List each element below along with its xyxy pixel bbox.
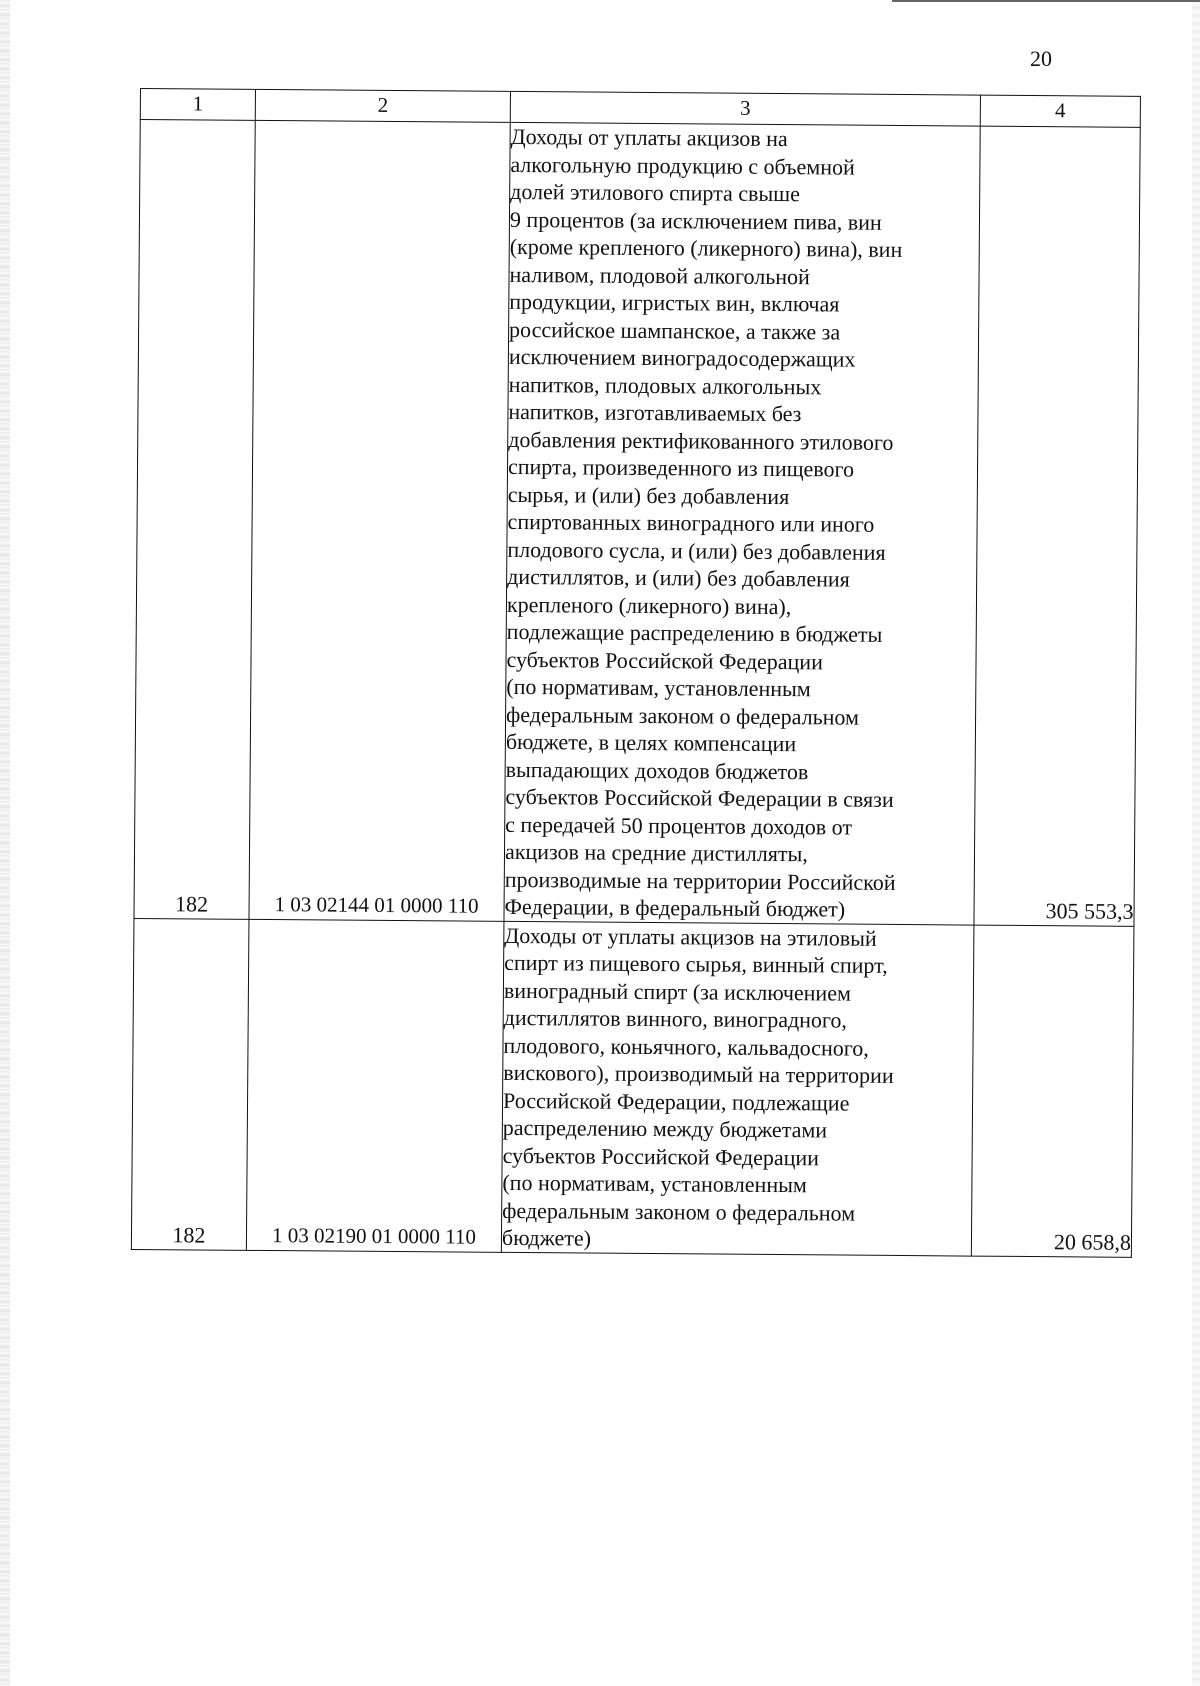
header-col-3: 3 xyxy=(510,91,980,126)
scan-edge-right xyxy=(1192,0,1200,1686)
description-line: субъектов Российской Федерации xyxy=(502,1142,820,1170)
scan-edge-left xyxy=(0,0,10,1686)
admin-code-cell: 182 xyxy=(131,918,249,1250)
description-line: алкогольную продукцию с объемной xyxy=(510,151,855,180)
description-line: российское шампанское, а также за xyxy=(509,316,841,345)
table-row xyxy=(131,918,1134,1257)
description-line: бюджете, в целях компенсации xyxy=(505,728,797,757)
description-line: субъектов Российской Федерации в связи xyxy=(505,783,894,812)
header-col-1: 1 xyxy=(140,89,255,121)
description-line: подлежащие распределению в бюджеты xyxy=(506,618,883,647)
description-line: добавления ректификованного этилового xyxy=(508,426,894,455)
description-line: распределению между бюджетами xyxy=(502,1114,828,1143)
budget-classification-code-cell: 1 03 02144 01 0000 110 xyxy=(249,120,510,920)
table-row xyxy=(134,120,1140,926)
description-line: выпадающих доходов бюджетов xyxy=(505,756,809,784)
description-line: акцизов на средние дистилляты, xyxy=(504,838,808,867)
description-line: виноградный спирт (за исключением xyxy=(503,977,852,1006)
description-line: (по нормативам, установленным xyxy=(506,673,811,702)
description-line: 9 процентов (за исключением пива, вин xyxy=(509,206,882,235)
revenue-table xyxy=(131,88,1141,1257)
revenue-description-cell xyxy=(504,122,980,924)
description-line: с передачей 50 процентов доходов от xyxy=(505,811,853,840)
paper-top-edge xyxy=(892,0,1200,2)
budget-classification-code-cell: 1 03 02190 01 0000 110 xyxy=(246,919,504,1252)
description-line: напитков, изготавливаемых без xyxy=(508,398,802,427)
description-line: производимые на территории Российской xyxy=(504,866,896,895)
description-line: напитков, плодовых алкогольных xyxy=(508,371,822,399)
description-line: спирта, произведенного из пищевого xyxy=(507,453,855,482)
description-line: федеральным законом о федеральном xyxy=(505,701,860,730)
description-line: сырья, и (или) без добавления xyxy=(507,481,790,509)
header-col-2: 2 xyxy=(255,89,510,122)
description-line: спирт из пищевого сырья, винный спирт, xyxy=(504,949,888,978)
description-line: Доходы от уплаты акцизов на xyxy=(510,123,788,152)
description-line: (кроме крепленого (ликерного) вина), вин xyxy=(509,233,903,262)
description-line: продукции, игристых вин, включая xyxy=(509,288,840,317)
description-line: спиртованных виноградного или иного xyxy=(507,508,875,537)
description-line: крепленого (ликерного) вина), xyxy=(506,591,792,619)
admin-code-cell: 182 xyxy=(134,120,255,919)
description-line: Федерации, в федеральный бюджет) xyxy=(504,893,846,922)
description-line: бюджете) xyxy=(501,1224,592,1251)
description-line: дистиллятов, и (или) без добавления xyxy=(507,563,850,592)
description-line: исключением виноградосодержащих xyxy=(508,343,856,372)
revenue-description-cell xyxy=(501,921,974,1256)
description-line: субъектов Российской Федерации xyxy=(506,646,824,674)
description-line: Российской Федерации, подлежащие xyxy=(502,1087,850,1116)
amount-cell: 305 553,3 xyxy=(974,126,1140,926)
description-line: плодового, коньячного, кальвадосного, xyxy=(503,1032,869,1061)
description-line: долей этилового спирта свыше xyxy=(510,178,801,207)
description-line: Доходы от уплаты акцизов на этиловый xyxy=(504,922,877,951)
description-line: плодового сусла, и (или) без добавления xyxy=(507,536,886,565)
description-line: вискового), производимый на территории xyxy=(503,1059,894,1088)
header-col-4: 4 xyxy=(980,95,1140,127)
page-number: 20 xyxy=(1030,46,1052,71)
description-line: (по нормативам, установленным xyxy=(502,1169,807,1198)
description-line: наливом, плодовой алкогольной xyxy=(509,261,810,289)
description-line: дистиллятов винного, виноградного, xyxy=(503,1004,848,1033)
description-line: федеральным законом о федеральном xyxy=(502,1197,856,1226)
amount-cell: 20 658,8 xyxy=(971,925,1134,1257)
